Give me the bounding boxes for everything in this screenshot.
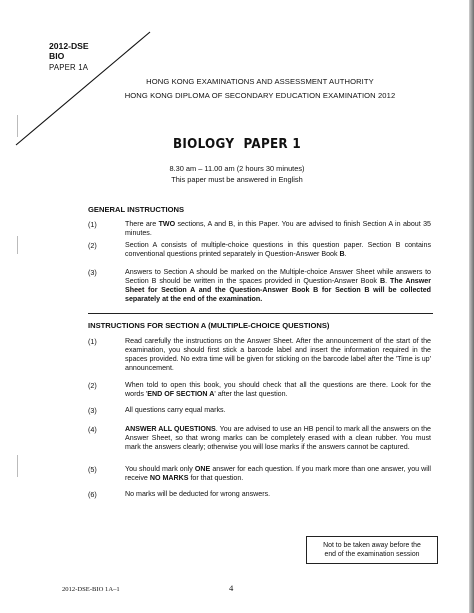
exam-code: 2012-DSE	[49, 41, 89, 51]
exam-code-block	[49, 41, 89, 61]
general-instructions-heading: GENERAL INSTRUCTIONS	[88, 205, 185, 214]
item-number: (3)	[88, 406, 97, 415]
item-text: You should mark only ONE answer for each question. If you mark more than one answer, you will receive NO MARKS for that question.	[125, 465, 431, 482]
item-number: (4)	[88, 425, 97, 434]
page-number: 4	[229, 583, 234, 593]
answer-language: This paper must be answered in English	[171, 175, 303, 184]
subject-code: BIO	[49, 51, 65, 61]
paper-id: PAPER 1A	[49, 63, 89, 72]
exam-time: 8.30 am – 11.00 am (2 hours 30 minutes)	[169, 164, 305, 173]
item-text: Answers to Section A should be marked on the Multiple-choice Answer Sheet while answers to Section B should be written in the spaces provided in Question-Answer Book B. The Answer Sheet for Section A and the Question-Answer Book B for Section B will be collected separately at the end of the examination.	[125, 268, 431, 303]
authority-name: HONG KONG EXAMINATIONS AND ASSESSMENT AUTHORITY	[146, 77, 374, 86]
title-subject: BIOLOGY	[173, 137, 235, 152]
item-number: (2)	[88, 381, 97, 390]
page-title	[19, 137, 455, 152]
item-text: All questions carry equal marks.	[125, 406, 226, 414]
item-text: No marks will be deducted for wrong answers.	[125, 490, 271, 498]
item-number: (5)	[88, 465, 97, 474]
item-number: (1)	[88, 337, 97, 346]
notice-line: Not to be taken away before the	[323, 542, 421, 549]
item-text: ANSWER ALL QUESTIONS. You are advised to use an HB pencil to mark all the answers on the Answer Sheet, so that wrong marks can be completely erased with a clean rubber. You must mark the answers clearly; otherwise you will lose marks if the answers cannot be captured.	[125, 425, 431, 451]
item-text: Section A consists of multiple-choice questions in this question paper. Section B contains conventional questions printed separately in Question-Answer Book B.	[125, 241, 431, 258]
item-text: Read carefully the instructions on the Answer Sheet. After the announcement of the start of the examination, you should first stick a barcode label and insert the information required in the spaces provided. No extra time will be given for sticking on the barcode label after the 'Time is up' announcement.	[125, 337, 431, 372]
item-number: (2)	[88, 241, 97, 250]
item-text: When told to open this book, you should check that all the questions are there. Look for the words 'END OF SECTION A' after the last question.	[125, 381, 431, 398]
title-paper: PAPER 1	[243, 137, 301, 152]
section-divider	[88, 313, 433, 314]
footer-code: 2012-DSE-BIO 1A–1	[62, 586, 120, 593]
section-a-heading: INSTRUCTIONS FOR SECTION A (MULTIPLE-CHOICE QUESTIONS)	[88, 321, 330, 330]
notice-box	[306, 536, 438, 564]
item-text: There are TWO sections, A and B, in this Paper. You are advised to finish Section A in about 35 minutes.	[125, 220, 431, 237]
diploma-name: HONG KONG DIPLOMA OF SECONDARY EDUCATION EXAMINATION 2012	[124, 91, 396, 100]
item-number: (1)	[88, 220, 97, 229]
notice-line: end of the examination session	[324, 551, 420, 558]
item-number: (3)	[88, 268, 97, 277]
item-number: (6)	[88, 490, 97, 499]
